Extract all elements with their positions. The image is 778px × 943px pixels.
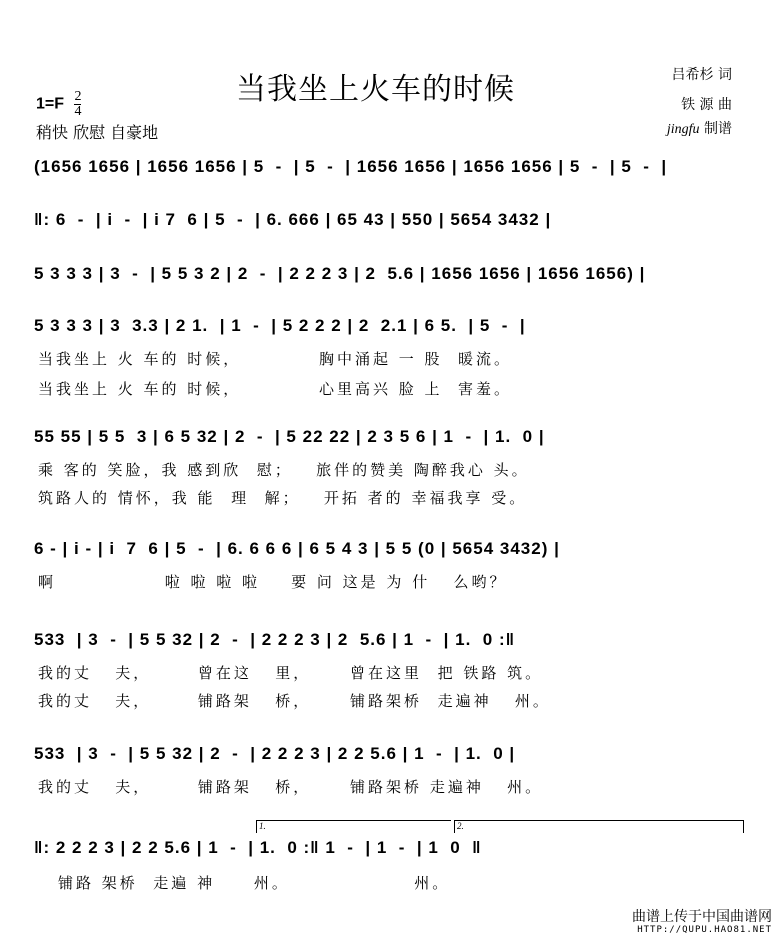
notation-line: 5 3 3 3 | 3 - | 5 5 3 2 | 2 - | 2 2 2 3 | 2 5.6 | 1656 1656 | 1656 1656) | bbox=[34, 264, 646, 283]
site-url: HTTP://QUPU.HAO81.NET bbox=[637, 925, 772, 935]
lyric-verse-2: 我的丈 夫， 铺路架 桥， 铺路架桥 走遍神 州。 bbox=[38, 692, 551, 710]
time-denominator: 4 bbox=[74, 104, 82, 119]
lyric-verse-1: 我的丈 夫， 曾在这 里， 曾在这里 把 铁路 筑。 bbox=[38, 664, 544, 682]
score-system-3 bbox=[0, 262, 778, 292]
score-system-8 bbox=[0, 742, 778, 796]
notation-line: ‖: 2 2 2 3 | 2 2 5.6 | 1 - | 1. 0 :‖ 1 - | 1 - | 1 0 ‖ bbox=[34, 838, 482, 857]
lyric-line: 啊 啦 啦 啦 啦 要 问 这是 为 什 么哟？ bbox=[38, 573, 508, 591]
composer-credit: 铁 源 曲 bbox=[681, 97, 732, 113]
score-system-1 bbox=[0, 155, 778, 185]
lyric-verse-2: 筑路人的 情怀，我 能 理 解； 开拓 者的 幸福我享 受。 bbox=[38, 489, 528, 507]
lyricist-credit: 吕希杉 词 bbox=[671, 67, 732, 83]
volta-first-ending: 1. bbox=[256, 820, 451, 833]
arranger-credit bbox=[667, 118, 732, 138]
time-numerator: 2 bbox=[74, 89, 82, 104]
tempo-marking: 稍快 欣慰 自豪地 bbox=[36, 123, 159, 142]
time-signature bbox=[74, 90, 81, 119]
key-signature bbox=[36, 90, 81, 119]
arranger-name: jingfu bbox=[666, 122, 700, 137]
notation-line: 6 - | i - | i 7 6 | 5 - | 6. 6 6 6 | 6 5 4 3 | 5 5 (0 | 5654 3432) | bbox=[34, 539, 560, 558]
site-watermark: 曲谱上传于中国曲谱网 bbox=[632, 909, 772, 925]
arranger-suffix: 制谱 bbox=[704, 121, 732, 137]
notation-line: 55 55 | 5 5 3 | 6 5 32 | 2 - | 5 22 22 | 2 3 5 6 | 1 - | 1. 0 | bbox=[34, 427, 545, 446]
song-title: 当我坐上火车的时候 bbox=[236, 72, 515, 107]
volta-second-ending: 2. bbox=[454, 820, 744, 833]
score-system-4 bbox=[0, 314, 778, 398]
lyric-line: 我的丈 夫， 铺路架 桥， 铺路架桥 走遍神 州。 bbox=[38, 778, 544, 796]
score-system-5 bbox=[0, 425, 778, 507]
lyric-line: 铺路 架桥 走遍 神 州。 州。 bbox=[58, 874, 451, 892]
score-system-2 bbox=[0, 208, 778, 238]
lyric-verse-2: 当我坐上 火 车的 时候， 心里高兴 脸 上 害羞。 bbox=[38, 380, 513, 398]
score-system-9 bbox=[0, 821, 778, 892]
score-system-6 bbox=[0, 537, 778, 591]
notation-line: ‖: 6 - | i - | i 7 6 | 5 - | 6. 666 | 65 43 | 550 | 5654 3432 | bbox=[34, 210, 552, 229]
score-system-7 bbox=[0, 628, 778, 710]
notation-line: 5 3 3 3 | 3 3.3 | 2 1. | 1 - | 5 2 2 2 | 2 2.1 | 6 5. | 5 - | bbox=[34, 316, 526, 335]
notation-line: (1656 1656 | 1656 1656 | 5 - | 5 - | 1656 1656 | 1656 1656 | 5 - | 5 - | bbox=[34, 157, 668, 176]
lyric-verse-1: 当我坐上 火 车的 时候， 胸中涌起 一 股 暖流。 bbox=[38, 350, 513, 368]
key-label: 1=F bbox=[36, 95, 65, 113]
notation-line: 533 | 3 - | 5 5 32 | 2 - | 2 2 2 3 | 2 5.6 | 1 - | 1. 0 :‖ bbox=[34, 630, 516, 649]
notation-line: 533 | 3 - | 5 5 32 | 2 - | 2 2 2 3 | 2 2 5.6 | 1 - | 1. 0 | bbox=[34, 744, 516, 763]
lyric-verse-1: 乘 客的 笑脸，我 感到欣 慰； 旅伴的赞美 陶醉我心 头。 bbox=[38, 461, 530, 479]
